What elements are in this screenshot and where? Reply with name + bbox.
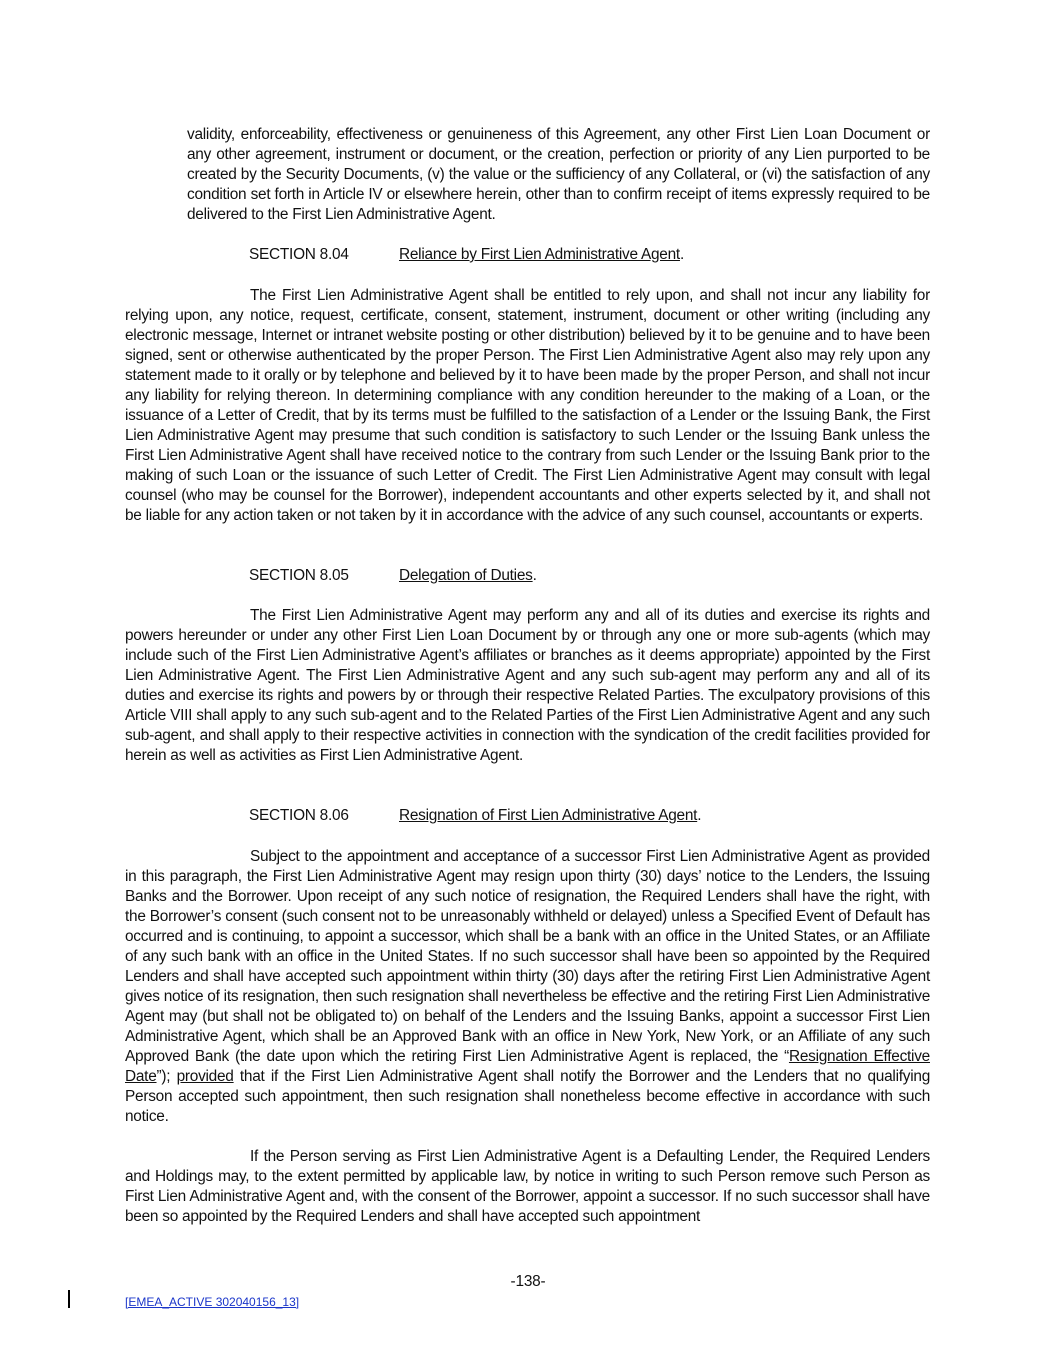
section-8-06-paragraph-1 — [125, 847, 930, 1127]
section-title-suffix: . — [697, 807, 702, 824]
paragraph-text: that if the First Lien Administrative Agent shall notify the Borrower and the Lenders that no qualifying Person accepted such appointment, then such resignation shall nonetheless become effective in accordance with such notice. — [125, 1068, 930, 1125]
section-heading-8-04 — [249, 245, 684, 265]
section-title: Reliance by First Lien Administrative Agent — [399, 246, 680, 263]
section-title: Delegation of Duties — [399, 567, 533, 584]
section-title-suffix: . — [532, 567, 537, 584]
section-title-suffix: . — [679, 246, 684, 263]
section-number: SECTION 8.06 — [249, 807, 349, 824]
section-heading-8-05 — [249, 566, 537, 586]
page-number: -138- — [510, 1273, 546, 1290]
section-8-06-paragraph-2: If the Person serving as First Lien Administrative Agent is a Defaulting Lender, the Required Lenders and Holdings may, to the extent permitted by applicable law, by notice in writing to such Person remove such Person as First Lien Administrative Agent and, with the consent of the Borrower, appoint a successor. If no such successor shall have been so appointed by the Required Lenders and shall have accepted such appointment — [125, 1148, 930, 1225]
section-title: Resignation of First Lien Administrative Agent — [399, 807, 698, 824]
section-heading-8-06 — [249, 806, 701, 826]
proviso-term: provided — [176, 1068, 234, 1085]
paragraph-text: ”); — [156, 1068, 177, 1085]
document-reference-link[interactable]: [EMEA_ACTIVE 302040156_13] — [125, 1295, 300, 1309]
change-bar — [68, 1290, 70, 1308]
section-number: SECTION 8.04 — [249, 246, 349, 263]
defined-term: Resignation Effective Date — [125, 1048, 930, 1085]
section-number: SECTION 8.05 — [249, 567, 349, 584]
section-8-05-paragraph: The First Lien Administrative Agent may perform any and all of its duties and exercise its rights and powers hereunder or under any other First Lien Loan Document by or through any one or more sub-agents (which may include such of the First Lien Administrative Agent’s affiliates or branches as it deems appropriate) appointed by the First Lien Administrative Agent. The First Lien Administrative Agent and any such sub-agent may perform any and all of its duties and exercise its rights and powers by or through their respective Related Parties. The exculpatory provisions of this Article VIII shall apply to any such sub-agent and to the Related Parties of the First Lien Administrative Agent and any such sub-agent, and shall apply to their respective activities in connection with the syndication of the credit facilities provided for herein as well as activities as First Lien Administrative Agent. — [125, 607, 930, 764]
section-8-04-paragraph: The First Lien Administrative Agent shall be entitled to rely upon, and shall not incur any liability for relying upon, any notice, request, certificate, consent, statement, instrument, document or other writing (including any electronic message, Internet or intranet website posting or other distribution) believed by it to be genuine and to have been signed, sent or otherwise authenticated by the proper Person. The First Lien Administrative Agent also may rely upon any statement made to it orally or by telephone and believed by it to have been made by the proper Person, and shall not incur any liability for relying thereon. In determining compliance with any condition hereunder to the making of a Loan, or the issuance of a Letter of Credit, that by its terms must be fulfilled to the satisfaction of a Lender or the Issuing Bank, the First Lien Administrative Agent may presume that such condition is satisfactory to such Lender or the Issuing Bank unless the First Lien Administrative Agent shall have received notice to the contrary from such Lender or the Issuing Bank prior to the making of such Loan or the issuance of such Letter of Credit. The First Lien Administrative Agent may consult with legal counsel (who may be counsel for the Borrower), independent accountants and other experts selected by it, and shall not be liable for any action taken or not taken by it in accordance with the advice of any such counsel, accountants or experts. — [125, 287, 930, 524]
continued-paragraph: validity, enforceability, effectiveness or genuineness of this Agreement, any other First Lien Loan Document or any other agreement, instrument or document, or the creation, perfection or priority of any Lien purported to be created by the Security Documents, (v) the value or the sufficiency of any Collateral, or (vi) the satisfaction of any condition set forth in Article IV or elsewhere herein, other than to confirm receipt of items expressly required to be delivered to the First Lien Administrative Agent. — [187, 126, 930, 223]
paragraph-text: Subject to the appointment and acceptance of a successor First Lien Administrative Agent as provided in this paragraph, the First Lien Administrative Agent may resign upon thirty (30) days’ notice to the Lenders, the Issuing Banks and the Borrower. Upon receipt of any such notice of resignation, the Required Lenders shall have the right, with the Borrower’s consent (such consent not to be unreasonably withheld or delayed) unless a Specified Event of Default has occurred and is continuing, to appoint a successor, which shall be a bank with an office in the United States, or an Affiliate of any such bank with an office in the United States. If no such successor shall have been so appointed by the Required Lenders and shall have accepted such appointment within thirty (30) days after the retiring First Lien Administrative Agent gives notice of its resignation, then such resignation shall nevertheless be effective and the retiring First Lien Administrative Agent may (but shall not be obligated to) on behalf of the Lenders and the Issuing Banks, appoint a successor First Lien Administrative Agent, which shall be an Approved Bank with an office in New York, New York, or an Affiliate of any such Approved Bank (the date upon which the retiring First Lien Administrative Agent is replaced, the “ — [125, 848, 930, 1065]
